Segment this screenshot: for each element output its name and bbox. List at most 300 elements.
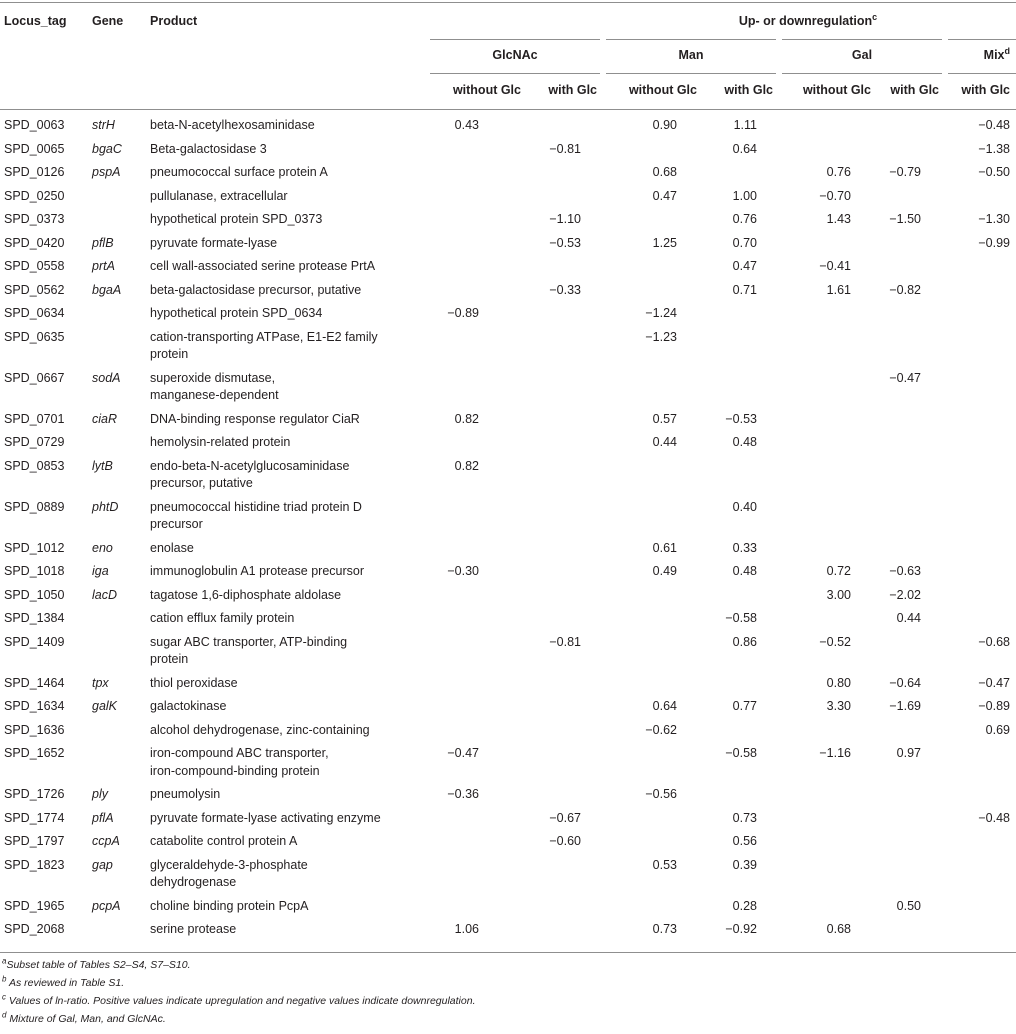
mix-with-glc-value (945, 408, 1016, 432)
man-without-glc-value: 0.44 (652, 435, 677, 449)
locus-tag-cell: SPD_0889 (4, 499, 65, 514)
man-with-glc-value: 1.00 (732, 188, 757, 203)
man-without-glc-value (603, 138, 703, 162)
mix-with-glc-value (945, 918, 1016, 942)
glcnac-with-glc-value (527, 455, 603, 496)
mix-with-glc-value: −0.47 (978, 675, 1011, 690)
product-line: beta-N-acetylhexosaminidase (150, 118, 315, 132)
man-with-glc-value: 0.70 (732, 235, 757, 250)
locus-tag-cell: SPD_1050 (4, 587, 65, 602)
gal-without-glc-value: −0.52 (819, 634, 851, 649)
man-with-glc-value (703, 672, 779, 696)
locus-tag-cell: SPD_0701 (4, 411, 65, 426)
glcnac-with-glc-value (527, 496, 603, 537)
locus-tag-header: Locus_tag (0, 3, 90, 40)
table-row (0, 695, 1016, 719)
product-line: hypothetical protein SPD_0634 (150, 306, 323, 320)
gene-cell: galK (92, 699, 118, 713)
product-line: tagatose 1,6-diphosphate aldolase (150, 587, 342, 602)
table-row (0, 742, 1016, 783)
mix-with-glc-value (945, 255, 1016, 279)
product-cell (150, 537, 430, 561)
product-line: beta-galactosidase precursor, putative (150, 282, 362, 297)
gal-without-glc-value (779, 326, 877, 367)
gene-cell: eno (92, 540, 113, 555)
footnote-text: As reviewed in Table S1. (6, 977, 125, 989)
product-cell (150, 854, 430, 895)
gal-with-glc-value: −0.64 (889, 675, 921, 690)
glcnac-with-glc-value (527, 255, 603, 279)
locus-tag-cell: SPD_1409 (4, 634, 65, 649)
mix-with-glc-value (945, 431, 1016, 455)
glcnac-without-glc-value: −0.89 (447, 306, 479, 320)
gene-cell: ciaR (92, 411, 118, 426)
table-row (0, 584, 1016, 608)
man-header: Man (603, 40, 779, 74)
man-with-glc-value: −0.58 (725, 611, 757, 625)
gene-header: Gene (90, 3, 150, 40)
man-with-glc-value: 0.33 (732, 540, 757, 555)
product-cell (150, 367, 430, 408)
glcnac-with-glc-value (527, 918, 603, 942)
locus-tag-cell: SPD_0562 (4, 282, 65, 297)
glcnac-without-glc-value (430, 830, 527, 854)
glcnac-without-glc-value (430, 185, 527, 209)
glcnac-without-glc-value (430, 496, 527, 537)
man-without-glc-value (603, 631, 703, 672)
glcnac-with-glc-value: −0.53 (549, 235, 581, 250)
glcnac-header: GlcNAc (430, 40, 603, 74)
gal-with-glc-value: −0.82 (889, 282, 921, 297)
gene-cell: strH (92, 118, 115, 132)
glcnac-with-glc-value: −0.81 (549, 141, 581, 156)
man-with-glc-value (703, 367, 779, 408)
glcnac-without-glc-value (430, 807, 527, 831)
gene-cell: prtA (92, 259, 115, 273)
product-line: galactokinase (150, 699, 227, 713)
mix-with-glc-value (945, 279, 1016, 303)
product-line: protein (150, 652, 189, 666)
glcnac-without-glc-value (430, 279, 527, 303)
mix-with-glc-value: −0.48 (978, 118, 1011, 132)
gene-cell: sodA (92, 370, 121, 385)
man-without-glc-value (603, 607, 703, 631)
glcnac-without-glc-value (430, 672, 527, 696)
gal-without-glc-value (779, 431, 877, 455)
glcnac-without-glc-value (430, 326, 527, 367)
product-cell (150, 302, 430, 326)
man-without-glc-value: 0.47 (652, 188, 677, 203)
glcnac-without-glc-value (430, 367, 527, 408)
table-row (0, 496, 1016, 537)
man-with-glc-value (703, 783, 779, 807)
gene-cell: lytB (92, 458, 113, 473)
locus-tag-cell: SPD_1726 (4, 787, 65, 801)
product-cell (150, 326, 430, 367)
man-without-glc-value (603, 367, 703, 408)
locus-tag-cell: SPD_0667 (4, 370, 65, 385)
product-cell (150, 607, 430, 631)
glcnac-without-glc-value (430, 208, 527, 232)
gal-without-glc-value (779, 455, 877, 496)
man-with-glc-header: with Glc (703, 74, 779, 110)
man-with-glc-value: 0.39 (732, 857, 757, 872)
gal-with-glc-value (877, 783, 945, 807)
gal-with-glc-value (877, 455, 945, 496)
gal-without-glc-value (779, 807, 877, 831)
man-with-glc-value: 0.76 (732, 212, 757, 226)
product-line: hypothetical protein SPD_0373 (150, 212, 323, 226)
locus-tag-cell: SPD_0729 (4, 435, 65, 449)
gal-without-glc-value (779, 719, 877, 743)
footnote-mark: d (2, 1010, 7, 1020)
gal-with-glc-value: −1.69 (889, 699, 921, 713)
product-line: pneumococcal surface protein A (150, 165, 328, 179)
product-line: pneumolysin (150, 787, 221, 801)
man-with-glc-value: 0.86 (732, 634, 757, 649)
gal-with-glc-header: with Glc (877, 74, 945, 110)
man-without-glc-value (603, 496, 703, 537)
locus-tag-cell: SPD_0126 (4, 165, 65, 179)
gal-without-glc-value: 0.80 (826, 675, 851, 690)
mix-with-glc-value (945, 607, 1016, 631)
product-line: precursor (150, 517, 203, 531)
locus-tag-cell: SPD_1384 (4, 611, 65, 625)
gal-without-glc-value: 3.00 (826, 587, 851, 602)
product-line: precursor, putative (150, 476, 253, 490)
locus-tag-cell: SPD_0250 (4, 188, 65, 203)
gene-cell: iga (92, 564, 109, 578)
man-without-glc-value: 0.73 (652, 922, 677, 936)
glcnac-with-glc-value (527, 161, 603, 185)
man-without-glc-value (603, 672, 703, 696)
gene-cell: pflA (92, 810, 114, 825)
gal-without-glc-value: 1.43 (826, 212, 851, 226)
locus-tag-cell: SPD_1634 (4, 699, 65, 713)
product-line: choline binding protein PcpA (150, 898, 309, 913)
gal-without-glc-value: −1.16 (819, 746, 851, 760)
locus-tag-cell: SPD_0063 (4, 118, 65, 132)
man-without-glc-value (603, 742, 703, 783)
product-line: pullulanase, extracellular (150, 188, 288, 203)
footnote-text: Subset table of Tables S2–S4, S7–S10. (6, 959, 191, 971)
gal-without-glc-value (779, 302, 877, 326)
mix-with-glc-value: −0.48 (978, 810, 1011, 825)
mix-with-glc-value: −1.38 (978, 141, 1011, 156)
gal-header: Gal (779, 40, 945, 74)
locus-tag-cell: SPD_1018 (4, 564, 65, 578)
mix-with-glc-value (945, 496, 1016, 537)
man-without-glc-value (603, 208, 703, 232)
gal-with-glc-value (877, 719, 945, 743)
gal-with-glc-value: −0.79 (889, 165, 921, 179)
table-row (0, 895, 1016, 919)
glcnac-without-glc-value (430, 854, 527, 895)
product-cell (150, 830, 430, 854)
mix-footnote-mark: d (1004, 45, 1011, 56)
table-row (0, 807, 1016, 831)
product-cell (150, 783, 430, 807)
man-without-glc-value (603, 895, 703, 919)
table-row (0, 255, 1016, 279)
product-line: immunoglobulin A1 protease precursor (150, 564, 365, 578)
gal-with-glc-value (877, 110, 945, 138)
man-without-glc-value: 0.49 (652, 564, 677, 578)
product-cell (150, 431, 430, 455)
man-with-glc-value: 0.64 (732, 141, 757, 156)
man-with-glc-value: 0.48 (732, 564, 757, 578)
glcnac-with-glc-value (527, 302, 603, 326)
man-without-glc-value: −1.24 (645, 306, 677, 320)
product-line: dehydrogenase (150, 875, 237, 889)
locus-tag-cell: SPD_0558 (4, 259, 65, 273)
man-without-glc-value: 1.25 (652, 235, 677, 250)
gal-with-glc-value: 0.50 (896, 898, 921, 913)
mix-header-text: Mix (983, 48, 1005, 62)
gal-with-glc-value (877, 830, 945, 854)
mix-with-glc-value (945, 455, 1016, 496)
mix-with-glc-value: −0.68 (978, 634, 1011, 649)
table-row (0, 279, 1016, 303)
gal-without-glc-value: 0.72 (826, 564, 851, 578)
product-cell (150, 185, 430, 209)
mix-with-glc-value (945, 560, 1016, 584)
table-row (0, 326, 1016, 367)
gal-with-glc-value: 0.97 (896, 746, 921, 760)
mix-with-glc-value (945, 895, 1016, 919)
gal-without-glc-value: −0.70 (819, 188, 851, 203)
product-line: pyruvate formate-lyase (150, 235, 278, 250)
footnote-text: Values of ln-ratio. Positive values indicate upregulation and negative values indicate downregulation. (6, 995, 476, 1007)
man-with-glc-value: −0.53 (725, 411, 757, 426)
gal-without-glc-value (779, 110, 877, 138)
glcnac-without-glc-value: −0.30 (447, 564, 479, 578)
glcnac-with-glc-value (527, 537, 603, 561)
footnote (2, 974, 476, 992)
gal-with-glc-value (877, 918, 945, 942)
glcnac-with-glc-value (527, 742, 603, 783)
mix-with-glc-value (945, 537, 1016, 561)
gene-cell (90, 719, 150, 743)
glcnac-with-glc-value (527, 854, 603, 895)
man-with-glc-value: 0.48 (732, 435, 757, 449)
glcnac-without-glc-value (430, 161, 527, 185)
product-line: superoxide dismutase, (150, 370, 276, 385)
glcnac-without-glc-value (430, 138, 527, 162)
gal-without-glc-value: 1.61 (826, 282, 851, 297)
gal-without-glc-value (779, 895, 877, 919)
glcnac-with-glc-value (527, 185, 603, 209)
gene-cell: pspA (92, 165, 121, 179)
table-row (0, 408, 1016, 432)
product-cell (150, 560, 430, 584)
footnote-mark: b (2, 974, 7, 984)
product-cell (150, 631, 430, 672)
man-with-glc-value (703, 302, 779, 326)
man-with-glc-value: 0.56 (732, 834, 757, 848)
table-row (0, 607, 1016, 631)
gal-without-glc-value (779, 854, 877, 895)
man-without-glc-value (603, 279, 703, 303)
man-with-glc-value: 0.77 (732, 699, 757, 713)
glcnac-with-glc-value (527, 431, 603, 455)
table-row (0, 110, 1016, 138)
gene-cell: phtD (92, 499, 119, 514)
gal-without-glc-value: 3.30 (826, 699, 851, 713)
gene-cell (90, 742, 150, 783)
glcnac-with-glc-value (527, 719, 603, 743)
mix-with-glc-value (945, 830, 1016, 854)
locus-tag-cell: SPD_0634 (4, 306, 65, 320)
product-line: enolase (150, 540, 194, 555)
glcnac-with-glc-value (527, 560, 603, 584)
footnote (2, 992, 476, 1010)
gal-without-glc-value (779, 138, 877, 162)
gene-cell: bgaC (92, 141, 122, 156)
regulation-header-text: Up- or downregulation (738, 14, 873, 28)
gene-cell: bgaA (92, 282, 122, 297)
man-without-glc-value (603, 455, 703, 496)
mix-with-glc-value: 0.69 (985, 722, 1011, 737)
man-without-glc-value: 0.57 (652, 411, 677, 426)
gal-with-glc-value (877, 185, 945, 209)
locus-tag-cell: SPD_1636 (4, 722, 65, 737)
table-row (0, 560, 1016, 584)
gal-with-glc-value: −0.63 (889, 564, 921, 578)
gene-cell (90, 326, 150, 367)
gal-without-glc-value (779, 830, 877, 854)
man-without-glc-value (603, 255, 703, 279)
product-cell (150, 918, 430, 942)
gal-with-glc-value (877, 854, 945, 895)
table-header (0, 3, 1016, 110)
gene-cell (90, 302, 150, 326)
gal-without-glc-value (779, 607, 877, 631)
gal-with-glc-value (877, 326, 945, 367)
product-cell (150, 232, 430, 256)
man-without-glc-value (603, 584, 703, 608)
gal-without-glc-value: 0.68 (826, 922, 851, 936)
glcnac-with-glc-value (527, 783, 603, 807)
glcnac-without-glc-value (430, 232, 527, 256)
product-line: cation efflux family protein (150, 611, 295, 625)
mix-with-glc-value (945, 742, 1016, 783)
gal-with-glc-value: −0.47 (889, 370, 921, 385)
locus-tag-cell: SPD_1464 (4, 675, 65, 690)
gal-with-glc-value (877, 255, 945, 279)
product-line: sugar ABC transporter, ATP-binding (150, 634, 348, 649)
table-row (0, 631, 1016, 672)
glcnac-without-glc-value (430, 431, 527, 455)
man-without-glc-value: 0.64 (652, 699, 677, 713)
gal-with-glc-value: −1.50 (889, 212, 921, 226)
mix-with-glc-value: −0.50 (978, 165, 1011, 179)
glcnac-without-glc-value: 0.43 (454, 118, 479, 132)
glcnac-without-glc-value (430, 607, 527, 631)
gal-without-glc-header: without Glc (779, 74, 877, 110)
gal-with-glc-value: 0.44 (896, 611, 921, 625)
man-without-glc-value: 0.61 (652, 540, 677, 555)
table-row (0, 208, 1016, 232)
gal-with-glc-value (877, 496, 945, 537)
locus-tag-cell: SPD_1012 (4, 540, 65, 555)
glcnac-without-glc-value (430, 895, 527, 919)
gene-cell (90, 631, 150, 672)
glcnac-with-glc-value: −1.10 (549, 212, 581, 226)
mix-with-glc-header: with Glc (945, 74, 1016, 110)
table-bottom-rule (0, 952, 1016, 953)
glcnac-without-glc-header: without Glc (430, 74, 527, 110)
glcnac-with-glc-value (527, 695, 603, 719)
man-with-glc-value (703, 455, 779, 496)
man-with-glc-value (703, 584, 779, 608)
product-line: protein (150, 347, 189, 361)
gal-without-glc-value (779, 783, 877, 807)
man-with-glc-value (703, 326, 779, 367)
mix-with-glc-value: −1.30 (978, 212, 1011, 226)
gal-without-glc-value: −0.41 (819, 259, 851, 273)
product-cell (150, 742, 430, 783)
table-row (0, 455, 1016, 496)
product-cell (150, 110, 430, 138)
table-row (0, 783, 1016, 807)
glcnac-without-glc-value (430, 695, 527, 719)
locus-tag-cell: SPD_1652 (4, 746, 65, 760)
glcnac-without-glc-value (430, 719, 527, 743)
gene-cell: ply (92, 787, 108, 801)
gal-with-glc-value (877, 631, 945, 672)
man-without-glc-value: 0.53 (652, 857, 677, 872)
locus-tag-cell: SPD_0853 (4, 458, 65, 473)
product-line: thiol peroxidase (150, 675, 238, 690)
locus-tag-cell: SPD_1797 (4, 834, 65, 848)
gene-cell: ccpA (92, 834, 120, 848)
table-row (0, 830, 1016, 854)
gene-cell (90, 607, 150, 631)
product-line: DNA-binding response regulator CiaR (150, 411, 360, 426)
gene-cell (90, 185, 150, 209)
table-row (0, 367, 1016, 408)
product-line: hemolysin-related protein (150, 435, 291, 449)
man-without-glc-value (603, 807, 703, 831)
product-line: iron-compound ABC transporter, (150, 746, 329, 760)
man-with-glc-value: 0.71 (732, 282, 757, 297)
glcnac-without-glc-value (430, 537, 527, 561)
man-with-glc-value: 0.73 (732, 810, 757, 825)
glcnac-without-glc-value (430, 584, 527, 608)
glcnac-without-glc-value (430, 631, 527, 672)
table-row (0, 185, 1016, 209)
table-row (0, 854, 1016, 895)
table-body (0, 110, 1016, 942)
product-cell (150, 584, 430, 608)
product-line: cell wall-associated serine protease PrtA (150, 259, 376, 273)
gene-cell: gap (92, 857, 113, 872)
glcnac-without-glc-value: −0.47 (447, 746, 479, 760)
regulation-header (430, 3, 1016, 40)
mix-with-glc-value (945, 584, 1016, 608)
product-line: catabolite control protein A (150, 834, 298, 848)
man-without-glc-value: −0.56 (645, 787, 677, 801)
glcnac-with-glc-value (527, 584, 603, 608)
gal-with-glc-value: −2.02 (889, 587, 921, 602)
mix-with-glc-value (945, 854, 1016, 895)
footnote (2, 956, 476, 974)
footnote (2, 1010, 476, 1028)
glcnac-without-glc-value: −0.36 (447, 787, 479, 801)
table-row (0, 672, 1016, 696)
locus-tag-cell: SPD_0635 (4, 329, 65, 344)
